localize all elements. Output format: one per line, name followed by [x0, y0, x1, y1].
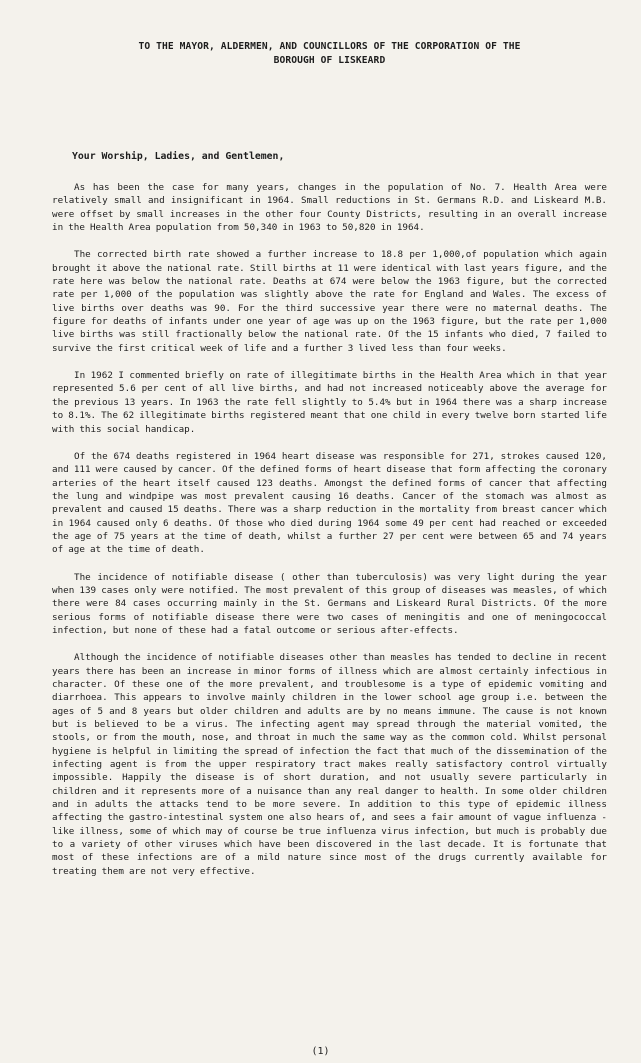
- heading-line-2: BOROUGH OF LISKEARD: [273, 55, 386, 66]
- heading-line-1: TO THE MAYOR, ALDERMEN, AND COUNCILLORS OF THE CORPORATION OF THE: [138, 41, 521, 52]
- paragraph-population: As has been the case for many years, changes in the population of No. 7. Health Area were relatively small and insignificant in 1964. Small reductions in St. Germans R.D. and Liskeard M.B. were offset by small increases in the other four County Districts, resulting in an overall increase in the Health Area population from 50,340 in 1963 to 50,820 in 1964.: [52, 182, 607, 234]
- page-number: (1): [311, 1046, 330, 1057]
- salutation: Your Worship, Ladies, and Gentlemen,: [72, 151, 285, 162]
- report-heading: [52, 40, 607, 68]
- paragraph-illegitimate-births: In 1962 I commented briefly on rate of illegitimate births in the Health Area which in that year represented 5.6 per cent of all live births, and had not increased noticeably above the average for the previous 13 years. In 1963 the rate fell slightly to 5.4% but in 1964 there was a sharp increase to 8.1%. The 62 illegitimate births registered meant that one child in every twelve born started life with this social handicap.: [52, 370, 607, 435]
- paragraph-notifiable-disease: The incidence of notifiable disease ( other than tuberculosis) was very light during the year when 139 cases only were notified. The most prevalent of this group of diseases was measles, of which there were 84 cases occurring mainly in the St. Germans and Liskeard Rural Districts. Of the more serious forms of notifiable disease there were two cases of meningitis and one of meningococcal infection, but none of these had a fatal outcome or serious after-effects.: [52, 571, 607, 636]
- paragraph-minor-illness: Although the incidence of notifiable diseases other than measles has tended to decline in recent years there has been an increase in minor forms of illness which are almost certainly infectious in character. Of these one of the more prevalent, and troublesome is a type of epidemic vomiting and diarrhoea. This appears to involve mainly children in the lower school age group i.e. between the ages of 5 and 8 years but older children and adults are by no means immune. The cause is not known but is believed to be a virus. The infecting agent may spread through the material vomited, the stools, or from the mouth, nose, and throat in much the same way as the common cold. Whilst personal hygiene is helpful in limiting the spread of infection the fact that much of the dissemination of the infecting agent is from the upper respiratory tract makes really satisfactory control virtually impossible. Happily the disease is of short duration, and not usually severe particularly in children and it represents more of a nuisance than any real danger to health. In some older children and in adults the attacks tend to be more severe. In addition to this type of epidemic illness affecting the gastro-intestinal system one also hears of, and sees a fair amount of vague influenza - like illness, some of which may of course be true influenza virus infection, but much is probably due to a variety of other viruses which have been discovered in the last decade. It is fortunate that most of these infections are of a mild nature since most of the drugs currently available for treating them are not very effective.: [52, 652, 607, 877]
- paragraph-birth-rate: The corrected birth rate showed a further increase to 18.8 per 1,000,of population which again brought it above the national rate. Still births at 11 were identical with last years figure, and the rate here was below the national rate. Deaths at 674 were below the 1963 figure, but the corrected rate per 1,000 of the population was slightly above the rate for England and Wales. The excess of live births over deaths was 90. For the third successive year there were no maternal deaths. The figure for deaths of infants under one year of age was up on the 1963 figure, but the rate per 1,000 live births was still fractionally below the national rate. Of the 15 infants who died, 7 failed to survive the first critical week of life and a further 3 lived less than four weeks.: [52, 249, 607, 354]
- paragraph-deaths: Of the 674 deaths registered in 1964 heart disease was responsible for 271, strokes caused 120, and 111 were caused by cancer. Of the defined forms of heart disease that form affecting the coronary arteries of the heart itself caused 123 deaths. Amongst the defined forms of cancer that affecting the lung and windpipe was most prevalent causing 16 deaths. Cancer of the stomach was almost as prevalent and caused 15 deaths. There was a sharp reduction in the mortality from breast cancer which in 1964 caused only 6 deaths. Of those who died during 1964 some 49 per cent had reached or exceeded the age of 75 years at the time of death, whilst a further 27 per cent were between 65 and 74 years of age at the time of death.: [52, 450, 607, 556]
- body-text: [52, 181, 607, 878]
